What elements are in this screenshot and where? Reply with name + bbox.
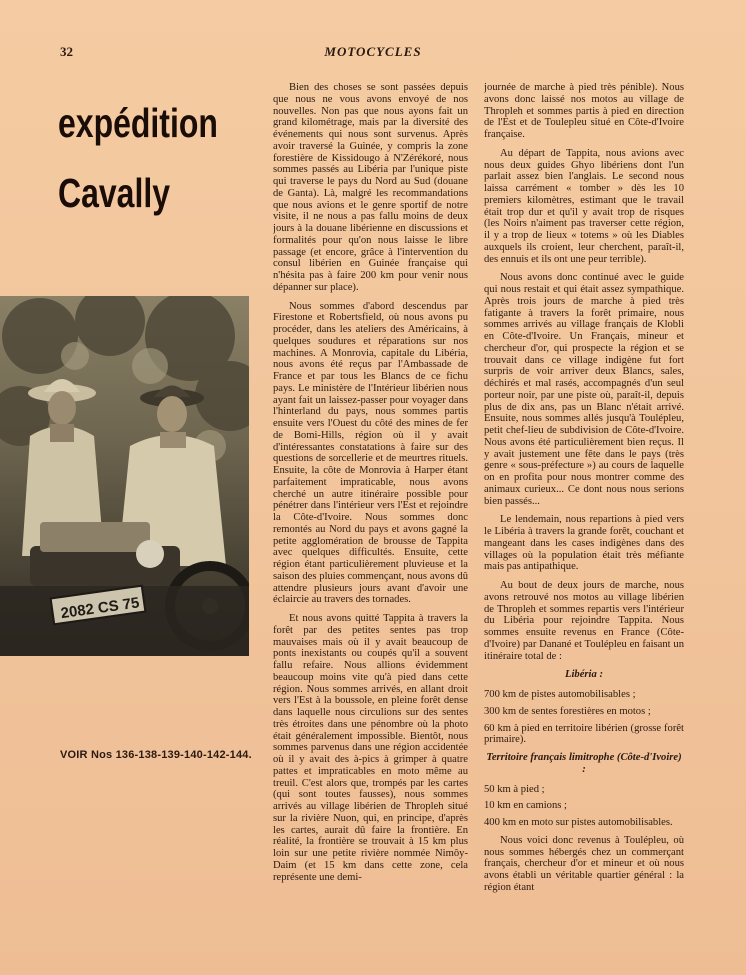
paragraph: Nous avons donc continué avec le guide qui nous restait et qui était assez sympathique. Après trois jours de marche à pied très fatigante à travers la forêt primaire, nous sommes arrivés au village français de Klobli en Côte-d'Ivoire. Un Français, mineur et chercheur d'or, qui prospecte la région et se trouvait dans ce village indigène fut fort surpris de voir arriver deux Blancs, sales, déchirés et mal rasés, accompagnés d'un seul porteur noir, par une piste où, paraît-il, depuis plus de dix ans, pas un Blanc n'était arrivé. Ensuite, nous sommes allés jusqu'à Toulépleu, petit chef-lieu de subdivision de Côte-d'Ivoire. Nous avons été particulièrement bien reçus. Il y avait justement une fête dans le pays (très genre « sous-préfecture ») au cours de laquelle on en profita pour nous montrer comme des animaux curieux... Ce dont nous nous serions bien passés... (484, 272, 684, 507)
article-column-1 (273, 82, 468, 962)
running-head: MOTOCYCLES (324, 44, 422, 59)
license-plate: 2082 CS 75 (59, 594, 141, 623)
paragraph: Nous voici donc revenus à Toulépleu, où nous sommes hébergés chez un commerçant français, chercheur d'or et mineur et où nous avons établi un véritable quartier général : la région étant (484, 834, 684, 893)
list-item: 700 km de pistes automobilisables ; (484, 689, 636, 700)
list-item: 50 km à pied ; (484, 783, 545, 795)
territoire-list (484, 784, 684, 829)
paragraph: Au départ de Tappita, nous avions avec nous deux guides Ghyo libériens dont l'un parlait assez bien l'anglais. Le second nous laissa carrément « tomber » dès les 10 premiers kilomètres, estimant que le travail était trop dur et qu'il y avait trop de risques (les Noirs n'aiment pas traverser cette région, il y a trop de lieux « totems » où les Diables auxquels ils croient, leur cherchent, paraît-il, des ennuis et ils ont une peur terrible). (484, 147, 684, 265)
title-line-1: expédition (58, 100, 218, 146)
article-column-2 (484, 82, 684, 962)
list-item: 10 km en camions ; (484, 800, 567, 812)
liberia-list (484, 689, 684, 746)
paragraph: Bien des choses se sont passées depuis que nous ne vous avons envoyé de nos nouvelles. Non pas que nous ayons fait un grand kilométrage, mais par la diversité des événements qui nous sont survenus. Après avoir traversé la Guinée, y compris la zone forestière de Kissidougo à N'Zérékoré, nous sommes passés au Libéria par l'unique piste qui traverse le pays du Nord au Sud (douane de Ganta). Là, malgré les recommandations que nous avions et le genre sportif de notre visite, il ne nous a pas fallu moins de deux jours à la douane libérienne en discussions et formalités pour qu'on nous laisse le libre passage (et encore, grâce à l'intervention du consul libérien en Guinée française qui n'hésita pas à faire 200 km pour venir nous dépanner sur place). (273, 82, 468, 293)
cross-reference: VOIR Nos 136-138-139-140-142-144. (60, 749, 252, 761)
paragraph: journée de marche à pied très pénible). Nous avons donc laissé nos motos au village de Thropleh et sommes partis à pied en direction de l'Est et de Toulepleu situé en Côte-d'Ivoire française. (484, 82, 684, 140)
title-line-2: Cavally (58, 170, 171, 216)
paragraph: Et nous avons quitté Tappita à travers la forêt par des petites sentes pas trop mauvaises mais où il y avait beaucoup de ponts inexistants ou coupés qu'il a souvent fallu refaire. Nous allions évidemment beaucoup moins vite qu'à pied dans cette région. Nous sommes arrivés, en allant droit vers l'Est à la boussole, en pleine forêt dense dans laquelle nous circulions sur des sentes très étroites dans une pénombre où la photo était généralement impossible. Bientôt, nous sommes parvenus dans une région accidentée où il y avait des à-pics à grimper à quatre pattes et impraticables en moto même au treuil. C'est alors que, trompés par les cartes (qui sont toutes fausses), nous sommes arrivés au village libérien de Thropleh situé sur la rivière Nuon, qui, en principe, d'après les cartes, aurait dû faire la frontière. En réalité, la frontière se trouvait à 15 km plus loin sur une petite rivière nommée Nimôy-Daim (et 15 km dans cette zone, cela représente une demi- (273, 613, 468, 883)
page-number: 32 (60, 44, 73, 59)
list-item: 60 km à pied en territoire libérien (grosse forêt primaire). (484, 722, 684, 746)
article-title (58, 88, 218, 228)
paragraph: Au bout de deux jours de marche, nous avons retrouvé nos motos au village libérien de Thropleh et sommes repartis vers l'intérieur du Libéria pour rejoindre Tappita. Nous sommes ensuite revenus en France (Côte-d'Ivoire) par Danané et Toulépleu en faisant un itinéraire total de : (484, 580, 684, 662)
list-item: 300 km de sentes forestières en motos ; (484, 705, 651, 717)
liberia-heading: Libéria : (565, 669, 603, 681)
territoire-heading: Territoire français limitrophe (Côte-d'Ivoire) : (486, 752, 682, 775)
list-item: 400 km en moto sur pistes automobilisables. (484, 817, 673, 828)
paragraph: Le lendemain, nous repartions à pied vers le Libéria à travers la grande forêt, couchant et mangeant dans les cases indigènes dans des villages où la population était très méfiante mais pas antipathique. (484, 514, 684, 573)
expedition-photo (0, 296, 249, 656)
paragraph: Nous sommes d'abord descendus par Firestone et Robertsfield, où nous avons pu procéder, dans les ateliers des Américains, à quelques soudures et réparations sur nos machines. A Monrovia, capitale du Libéria, nous avons été reçus par l'Ambassade de France et par tous les Blancs de ce fichu pays. Le ministère de l'Intérieur libérien nous ayant fait un laissez-passer pour voyager dans l'hinterland du pays, nous sommes partis ensuite vers l'Ouest du côté des mines de fer de Bomi-Hills, région où il y avait d'intéressantes constatations à faire sur des questions de sorcellerie et de meurtres rituels. Ensuite, la côte de Monrovia à Harper étant parfaitement impraticable, nous avons cherché un autre itinéraire possible pour pénétrer dans l'intérieur vers l'Est et rejoindre la Côte-d'Ivoire. Nous sommes donc remontés au Nord du pays et avons gagné la petite agglomération de brousse de Tappita avec quelques difficultés. Ensuite, cette région étant particulièrement pluvieuse et la saison des pluies commençant, nous avons dû attendre plusieurs jours avant d'avoir une éclaircie au travers des tornades. (273, 300, 468, 606)
